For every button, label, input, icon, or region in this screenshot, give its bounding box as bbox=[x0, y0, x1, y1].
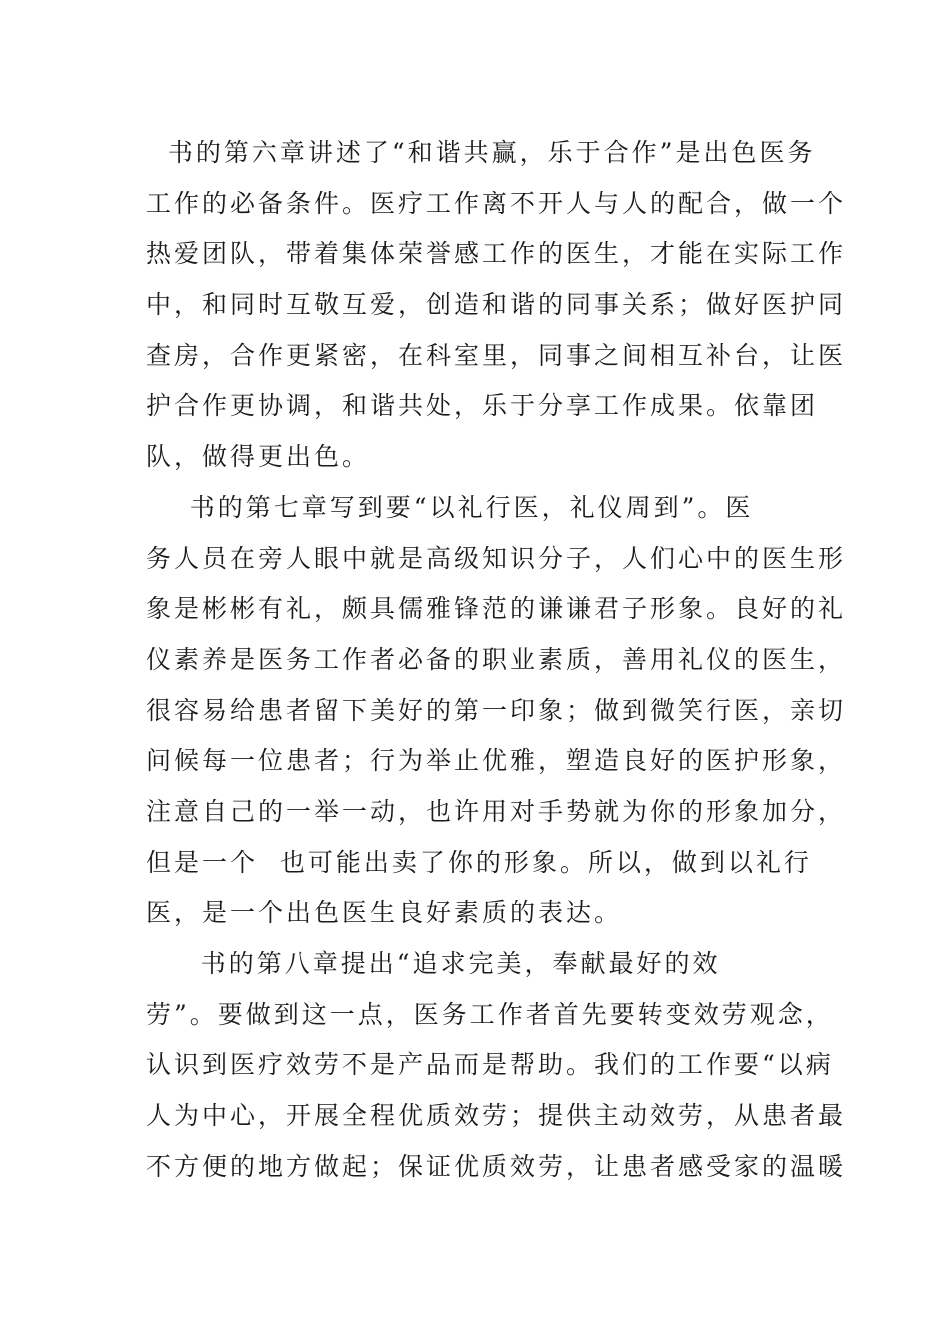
text-line: 书的第八章提出“追求完美，奉献最好的效 bbox=[146, 949, 721, 978]
text-line: 队，做得更出色。 bbox=[146, 442, 371, 472]
text-line: 人为中心，开展全程优质效劳；提供主动效劳，从患者最 bbox=[146, 1101, 847, 1131]
text-line: 认识到医疗效劳不是产品而是帮助。我们的工作要“以病 bbox=[146, 1050, 834, 1080]
text-line: 中，和同时互敬互爱，创造和谐的同事关系；做好医护同 bbox=[146, 290, 847, 320]
text-line: 仪素养是医务工作者必备的职业素质，善用礼仪的医生， bbox=[146, 644, 847, 674]
text-line: 护合作更协调，和谐共处，乐于分享工作成果。依靠团 bbox=[146, 391, 819, 421]
text-line: 书的第六章讲述了“和谐共赢，乐于合作”是出色医务 bbox=[146, 138, 816, 167]
text-line: 工作的必备条件。医疗工作离不开人与人的配合，做一个 bbox=[146, 188, 847, 218]
text-line: 不方便的地方做起；保证优质效劳，让患者感受家的温暖 bbox=[146, 1151, 847, 1181]
text-line: 书的第七章写到要“以礼行医，礼仪周到”。医 bbox=[146, 492, 754, 522]
text-line: 查房，合作更紧密，在科室里，同事之间相互补台，让医 bbox=[146, 340, 847, 370]
text-line: 很容易给患者留下美好的第一印象；做到微笑行医，亲切 bbox=[146, 695, 847, 725]
text-line: 医，是一个出色医生良好素质的表达。 bbox=[146, 898, 623, 928]
text-line: 劳”。要做到这一点，医务工作者首先要转变效劳观念， bbox=[146, 999, 834, 1029]
text-line: 注意自己的一举一动，也许用对手势就为你的形象加分， bbox=[146, 796, 847, 826]
text-line: 热爱团队，带着集体荣誉感工作的医生，才能在实际工作 bbox=[146, 239, 847, 269]
text-line: 问候每一位患者；行为举止优雅，塑造良好的医护形象， bbox=[146, 746, 847, 776]
text-line: 务人员在旁人眼中就是高级知识分子，人们心中的医生形 bbox=[146, 543, 847, 573]
text-line: 但是一个 也可能出卖了你的形象。所以，做到以礼行 bbox=[146, 847, 812, 877]
body-text bbox=[146, 128, 847, 1192]
text-line: 象是彬彬有礼，颇具儒雅锋范的谦谦君子形象。良好的礼 bbox=[146, 594, 847, 624]
